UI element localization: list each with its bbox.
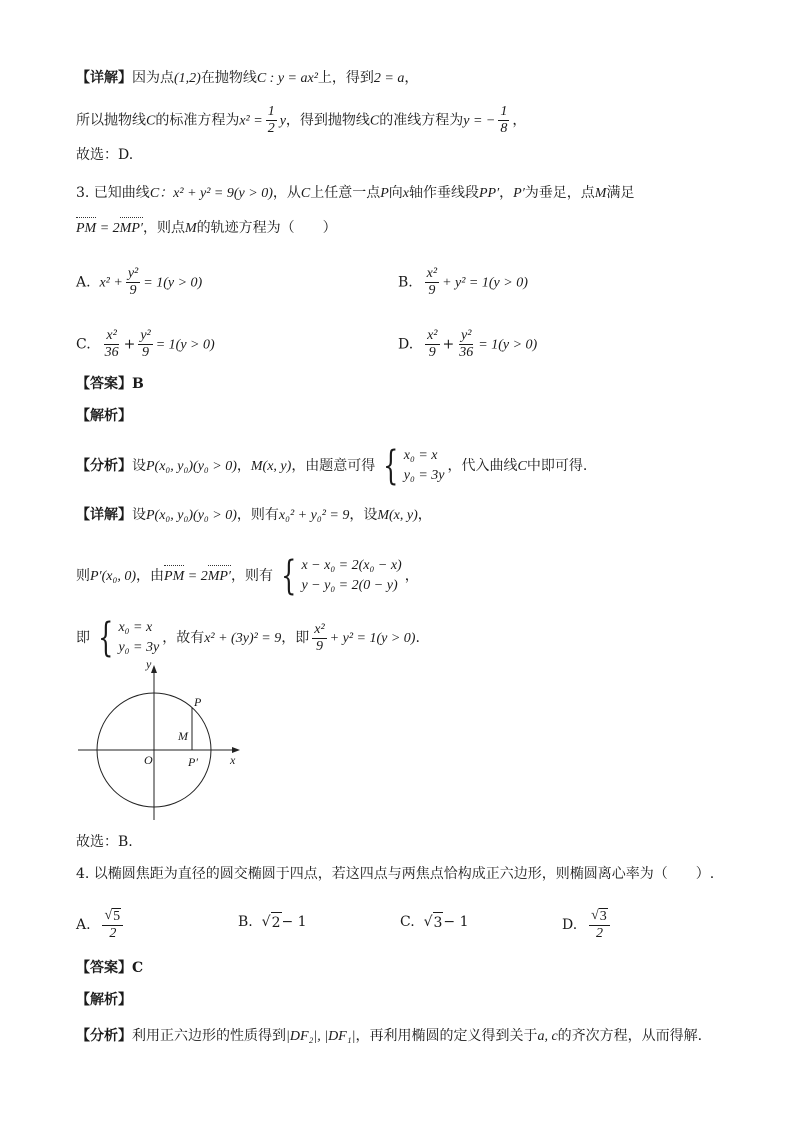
text: 上任意一点 (310, 185, 381, 201)
fraction-num: y² (140, 328, 151, 343)
text: 设 (132, 507, 146, 523)
math: P(x₀, y₀)(y₀ > 0) (146, 508, 237, 523)
q4-option-b (238, 912, 307, 933)
answer-4: 【答案】C (76, 960, 144, 976)
option-label: C. (76, 336, 91, 353)
system-row: y₀ = 3y (403, 468, 445, 483)
fraction-den: 36 (104, 345, 119, 360)
text: . (415, 630, 420, 646)
fraction-num (589, 908, 610, 926)
fraction-den: 36 (459, 345, 474, 360)
radicand: 3 (433, 912, 444, 933)
detail-3-line-3 (76, 615, 420, 661)
text: 上，得到 (317, 70, 374, 86)
fraction (498, 104, 509, 137)
text: ，代入曲线 (447, 458, 518, 474)
fraction-den: 9 (428, 283, 436, 298)
math: x² + (99, 275, 123, 291)
math: P′(x₀, 0) (90, 569, 137, 584)
option-label: D. (398, 336, 414, 353)
text: 所以抛物线 (76, 112, 146, 129)
text: 利用正六边形的性质得到 (132, 1028, 286, 1044)
detail-line-1 (76, 68, 418, 89)
fraction (138, 328, 152, 361)
detail-tag: 【详解】 (76, 507, 132, 523)
detail-tag: 【详解】 (76, 70, 132, 86)
fraction-num: x² (426, 266, 438, 281)
fraction-num: y² (127, 266, 139, 281)
math: x² + (3y)² = 9 (204, 631, 282, 646)
fraction-den: 9 (142, 345, 150, 360)
text: 向 (388, 185, 403, 201)
vector-pm: PM (164, 567, 184, 587)
question-3-line-2 (76, 218, 337, 239)
sqrt: √ 2 (261, 914, 281, 931)
math: − 1 (281, 914, 307, 930)
option-label: B. (398, 274, 413, 291)
sqrt: √ 3 (591, 908, 607, 924)
text: 轴作垂线段 (408, 185, 479, 201)
plus: + (442, 336, 455, 353)
math-c: C (146, 113, 156, 129)
select-b: 故选：B. (76, 834, 133, 850)
math-lhs: y = − (463, 113, 496, 129)
math: x₀² + y₀² = 9 (278, 508, 350, 523)
math: a, c (537, 1029, 558, 1044)
system-row: x − x₀ = 2(x₀ − x) (301, 558, 402, 573)
math-m: M (594, 186, 607, 201)
fraction-num: y² (461, 328, 472, 343)
text: 设 (132, 458, 146, 474)
text: ， (512, 112, 527, 129)
detail-line-2 (76, 104, 526, 137)
p-label: P (194, 695, 202, 709)
vector-mp: MP′ (208, 567, 231, 587)
option-label: A. (76, 917, 91, 933)
text: ，由 (136, 568, 165, 584)
text: ， (404, 70, 419, 86)
question-4: 4. 以椭圆焦距为直径的圆交椭圆于四点，若这四点与两焦点恰构成正六边形，则椭圆离心率为（ ）. (76, 866, 715, 882)
sqrt: √ 5 (104, 908, 121, 924)
text: 3. 已知曲线 (76, 185, 150, 201)
fraction-den: 9 (315, 638, 323, 654)
y-label: y (146, 660, 152, 671)
math-lhs: x² = (239, 113, 263, 129)
text: 的轨迹方程为（ ） (196, 220, 337, 236)
analysis-tag: 【分析】 (76, 1028, 132, 1044)
text: 的准线方程为 (379, 112, 464, 129)
fraction (102, 908, 123, 942)
fraction-num: x² (427, 328, 438, 343)
math: = 2 (184, 569, 208, 584)
fraction-num: 1 (500, 104, 508, 119)
math: M(x, y) (377, 508, 418, 523)
math-eq: 2 = a (373, 71, 405, 86)
system-row: x₀ = x (403, 448, 438, 463)
fraction (425, 328, 439, 361)
text: 的齐次方程，从而得解. (557, 1028, 703, 1044)
math-var: y (279, 113, 286, 129)
m-label: M (178, 729, 188, 743)
equation-system: { x − x₀ = 2(x₀ − x) y − y₀ = 2(0 − y) (281, 553, 402, 599)
text: 则 (76, 568, 90, 584)
text: ，由题意可得 (291, 458, 376, 474)
fraction-den: 8 (500, 121, 508, 136)
origin-label: O (144, 753, 153, 767)
text: ，即 (281, 630, 310, 646)
fraction (126, 266, 140, 299)
text: ， (404, 568, 419, 584)
text: 中即可得. (526, 458, 588, 474)
answer-3: 【答案】B (76, 376, 144, 392)
system-row: y − y₀ = 2(0 − y) (301, 578, 398, 593)
select-d: 故选：D. (76, 147, 134, 163)
fraction (457, 328, 475, 361)
question-3-line-1 (76, 183, 634, 204)
fraction (266, 104, 277, 137)
equation-system: { x₀ = x y₀ = 3y (383, 443, 445, 489)
math-x: x (402, 186, 409, 201)
text: ，则点 (142, 220, 185, 236)
detail-3-line-2 (76, 553, 419, 599)
option-label: B. (238, 914, 253, 930)
math-c: C (300, 186, 311, 201)
math: = 1(y > 0) (143, 275, 203, 291)
math-pp: PP′ (478, 186, 500, 201)
option-a (76, 266, 202, 299)
fraction-den: 2 (595, 926, 603, 941)
detail-3-line-1 (76, 505, 432, 526)
radicand: 2 (271, 912, 282, 933)
text: 的标准方程为 (155, 112, 240, 129)
math: + y² = 1(y > 0) (442, 275, 528, 291)
x-label: x (230, 753, 236, 767)
system-row: y₀ = 3y (118, 640, 160, 655)
text: 在抛物线 (200, 70, 257, 86)
y-axis-arrow (151, 665, 157, 673)
analysis-tag: 【分析】 (76, 458, 132, 474)
fraction-den: 9 (129, 283, 137, 298)
math-pp: P′ (513, 186, 525, 201)
q4-option-d (562, 908, 613, 942)
analysis-3 (76, 443, 588, 489)
option-label: D. (562, 917, 578, 933)
text: 为垂足，点 (524, 185, 595, 201)
math: M(x, y) (250, 459, 292, 474)
text: 满足 (606, 185, 635, 201)
math-c: C： (149, 186, 174, 201)
fraction (589, 908, 610, 942)
math-c: C (369, 113, 380, 129)
text: ，设 (349, 507, 378, 523)
math: P(x₀, y₀)(y₀ > 0) (146, 459, 237, 474)
text: ，得到抛物线 (285, 112, 370, 129)
math-eq: x² + y² = 9(y > 0) (173, 186, 273, 201)
text: ，从 (272, 185, 301, 201)
option-label: A. (76, 274, 91, 291)
option-b (398, 266, 528, 299)
math-point: (1,2) (174, 71, 201, 86)
radicand: 3 (599, 909, 607, 924)
plus: + (123, 336, 136, 353)
text: 因为点 (132, 70, 174, 86)
circle-figure (74, 660, 244, 820)
vector-mp: MP′ (120, 219, 143, 239)
text: ， (236, 458, 251, 474)
q4-option-a (76, 908, 126, 942)
fraction (425, 266, 439, 299)
option-c (76, 328, 215, 361)
fraction (312, 622, 326, 655)
text: ， (499, 185, 514, 201)
math: = 1(y > 0) (155, 337, 215, 353)
fraction-num: x² (314, 621, 325, 637)
equation-system: { x₀ = x y₀ = 3y (98, 615, 160, 661)
option-label: C. (400, 914, 415, 930)
text: ，则有 (236, 507, 279, 523)
sqrt: √ 3 (423, 914, 443, 931)
math: + y² = 1(y > 0) (329, 631, 416, 646)
math-p: P (380, 186, 389, 201)
radicand: 5 (113, 909, 121, 924)
fraction-num: 1 (267, 104, 275, 119)
math-parabola: C : y = ax² (256, 71, 318, 86)
q4-option-c (400, 912, 469, 933)
text: ，再利用椭圆的定义得到关于 (355, 1028, 538, 1044)
fraction-num (102, 908, 123, 926)
analysis-4 (76, 1026, 702, 1047)
fraction-den: 9 (428, 345, 436, 360)
math: − 1 (443, 914, 469, 930)
option-d (398, 328, 537, 361)
math: |DF₂|, |DF₁| (286, 1029, 356, 1044)
text: ， (417, 507, 432, 523)
analysis-heading-3: 【解析】 (76, 408, 132, 424)
text: ，故有 (162, 630, 205, 646)
analysis-heading-4: 【解析】 (76, 992, 132, 1008)
math: = 1(y > 0) (478, 337, 538, 353)
text: ，则有 (230, 568, 273, 584)
vector-pm: PM (76, 219, 96, 239)
system-row: x₀ = x (118, 620, 153, 635)
text: 即 (76, 630, 90, 646)
fraction-den: 2 (109, 926, 117, 941)
fraction (103, 328, 121, 361)
math-m: M (184, 221, 197, 236)
math-c: C (517, 459, 527, 474)
math-eq: = 2 (96, 221, 120, 236)
fraction-num: x² (106, 328, 117, 343)
pprime-label: P′ (188, 755, 198, 769)
fraction-den: 2 (267, 121, 275, 136)
